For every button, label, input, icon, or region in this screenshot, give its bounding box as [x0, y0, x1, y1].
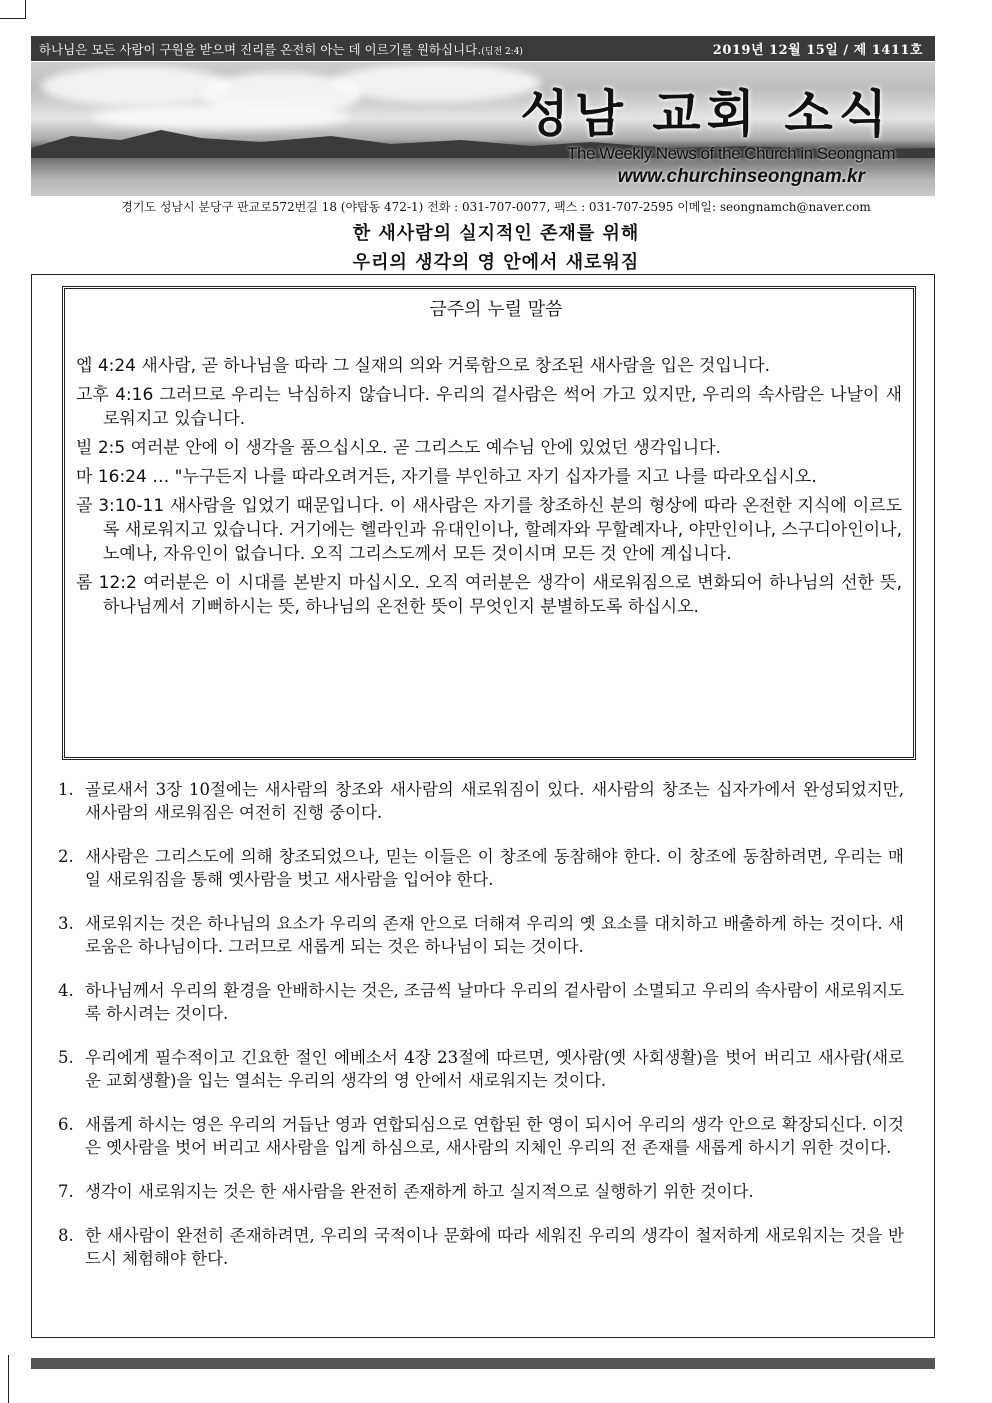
point-number: 2. — [58, 847, 74, 866]
verse-item: 엡 4:24 새사람, 곧 하나님을 따라 그 실재의 의와 거룩함으로 창조된 새사람을 입은 것입니다. — [76, 356, 771, 376]
header-bar — [31, 36, 935, 61]
cloud — [331, 64, 541, 102]
verse-item: 골 3:10-11 새사람을 입었기 때문입니다. 이 새사람은 자기를 창조하신 분의 형상에 따라 온전한 지식에 이르도록 새로워지고 있습니다. 거기에는 헬라인과 유대인이나, 할례자와 무할례자나, 야만인이나, 스구디아인이나, 노예나, 자유인이 없습니다. 오직 그리스도께서 모든 것이시며 모든 것 안에 계십니다. — [76, 496, 902, 564]
verse-section-title: 금주의 누릴 말씀 — [429, 299, 563, 320]
outline-point — [58, 1224, 904, 1270]
point-number: 3. — [58, 914, 74, 933]
footer-bar — [31, 1358, 935, 1369]
point-number: 4. — [58, 981, 74, 1000]
outline-point — [58, 778, 904, 824]
outline-point — [58, 1180, 904, 1203]
point-number: 5. — [58, 1048, 74, 1067]
point-text: 새롭게 하시는 영은 우리의 거듭난 영과 연합되심으로 연합된 한 영이 되시어 우리의 생각 안으로 확장되신다. 이것은 옛사람을 벗어 버리고 새사람을 입게 하심으로, 새사람의 지체인 우리의 전 존재를 새롭게 하시기 위한 것이다. — [85, 1115, 904, 1157]
headline-line-2: 우리의 생각의 영 안에서 새로워짐 — [352, 252, 640, 273]
point-text: 생각이 새로워지는 것은 한 새사람을 완전히 존재하게 하고 실지적으로 실행하기 위한 것이다. — [85, 1182, 754, 1201]
issue-date: 2019년 12월 15일 / 제 1411호 — [712, 43, 923, 58]
corner-mark-left — [25, 0, 26, 19]
point-text: 우리에게 필수적이고 긴요한 절인 에베소서 4장 23절에 따르면, 옛사람(옛 사회생활)을 벗어 버리고 새사람(새로운 교회생활)을 입는 열쇠는 우리의 생각의 영 안에서 새로워지는 것이다. — [85, 1048, 904, 1090]
corner-mark-top — [0, 18, 26, 19]
verse-item: 고후 4:16 그러므로 우리는 낙심하지 않습니다. 우리의 겉사람은 썩어 가고 있지만, 우리의 속사람은 나날이 새로워지고 있습니다. — [76, 385, 902, 429]
verse-item: 빌 2:5 여러분 안에 이 생각을 품으십시오. 곧 그리스도 예수님 안에 있었던 생각입니다. — [76, 438, 721, 458]
website-link[interactable]: www.churchinseongnam.kr — [617, 166, 865, 187]
outline-point — [58, 1046, 904, 1092]
point-text: 새로워지는 것은 하나님의 요소가 우리의 존재 안으로 더해져 우리의 옛 요소를 대치하고 배출하게 하는 것이다. 새로움은 하나님이다. 그러므로 새롭게 되는 것은 하나님이 되는 것이다. — [85, 914, 904, 956]
point-text: 골로새서 3장 10절에는 새사람의 창조와 새사람의 새로워짐이 있다. 새사람의 창조는 십자가에서 완성되었지만, 새사람의 새로워짐은 여전히 진행 중이다. — [85, 780, 904, 822]
masthead-banner — [31, 62, 935, 196]
point-number: 1. — [58, 780, 74, 799]
headline-line-1: 한 새사람의 실지적인 존재를 위해 — [352, 223, 640, 244]
outline-point — [58, 979, 904, 1025]
church-address: 경기도 성남시 분당구 판교로572번길 18 (야탑동 472-1) 전화 : 031-707-0077, 팩스 : 031-707-2595 이메일: seongnamch@naver.com — [121, 200, 871, 214]
outline-point — [58, 1113, 904, 1159]
point-number: 8. — [58, 1226, 74, 1245]
outline-point — [58, 912, 904, 958]
point-number: 7. — [58, 1182, 74, 1201]
corner-mark-left-bottom — [8, 1355, 9, 1403]
outline-point — [58, 845, 904, 891]
newsletter-subtitle-en: The Weekly News of the Church in Seongnam — [567, 144, 895, 163]
point-number: 6. — [58, 1115, 74, 1134]
verse-list — [76, 354, 902, 624]
motto-reference: (딤전 2:4) — [481, 46, 523, 57]
verse-item: 마 16:24 … "누구든지 나를 따라오려거든, 자기를 부인하고 자기 십자가를 지고 나를 따라오십시오. — [76, 467, 817, 487]
verse-item: 롬 12:2 여러분은 이 시대를 본받지 마십시오. 오직 여러분은 생각이 새로워짐으로 변화되어 하나님의 선한 뜻, 하나님께서 기뻐하시는 뜻, 하나님의 온전한 뜻이 무엇인지 분별하도록 하십시오. — [76, 573, 902, 617]
point-text: 한 새사람이 완전히 존재하려면, 우리의 국적이나 문화에 따라 세워진 우리의 생각이 철저하게 새로워지는 것을 반드시 체험해야 한다. — [85, 1226, 904, 1268]
outline-points — [58, 778, 904, 1291]
point-text: 하나님께서 우리의 환경을 안배하시는 것은, 조금씩 날마다 우리의 겉사람이 소멸되고 우리의 속사람이 새로워지도록 하시려는 것이다. — [85, 981, 904, 1023]
point-text: 새사람은 그리스도에 의해 창조되었으나, 믿는 이들은 이 창조에 동참해야 한다. 이 창조에 동참하려면, 우리는 매일 새로워짐을 통해 옛사람을 벗고 새사람을 입어야 한다. — [85, 847, 904, 889]
newsletter-title: 성남 교회 소식 — [520, 85, 893, 143]
motto-line — [39, 40, 523, 58]
motto-text: 하나님은 모든 사람이 구원을 받으며 진리를 온전히 아는 데 이르기를 원하십니다. — [39, 41, 482, 57]
